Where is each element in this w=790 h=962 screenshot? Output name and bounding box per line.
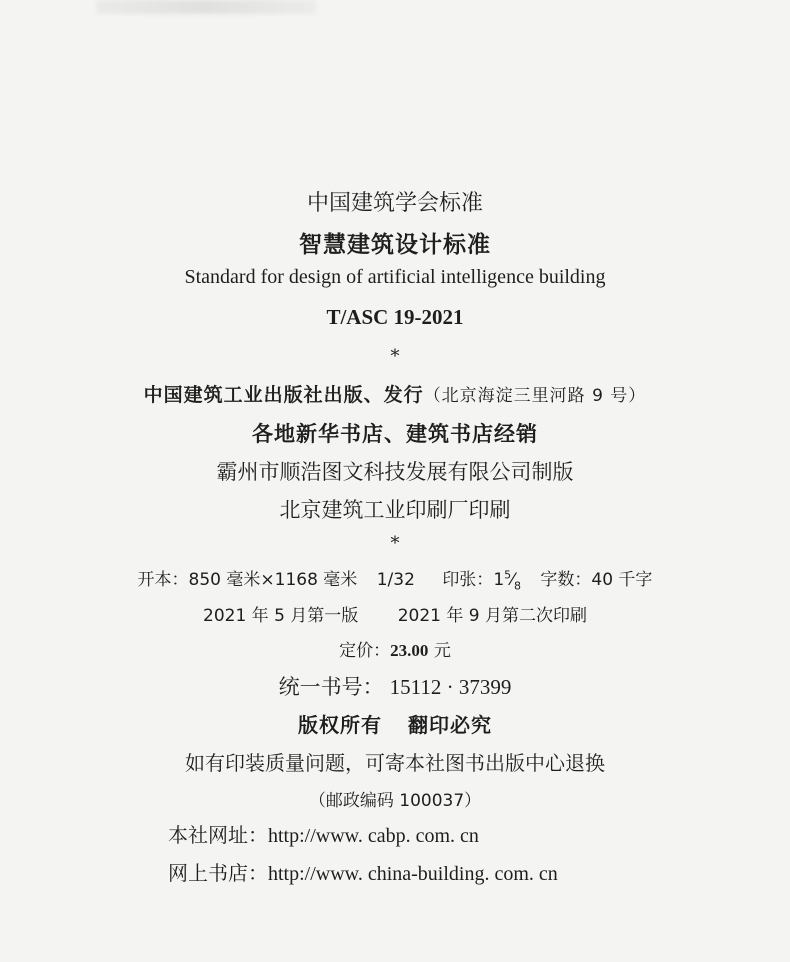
- separator-star: *: [390, 346, 400, 367]
- printer: 北京建筑工业印刷厂印刷: [279, 498, 511, 522]
- no-reprint: 翻印必究: [407, 713, 492, 737]
- words-label: 字数：: [540, 570, 592, 590]
- return-notice: 如有印装质量问题，可寄本社图书出版中心退换: [185, 751, 605, 775]
- title-chinese: 智慧建筑设计标准: [299, 232, 491, 258]
- online-shop-url[interactable]: http://www. china-building. com. cn: [268, 863, 558, 885]
- format-size-label: 开本：: [137, 570, 189, 590]
- standard-code: T/ASC 19-2021: [326, 305, 464, 329]
- postcode: （邮政编码 100037）: [308, 791, 482, 811]
- sheets-numerator: 5: [504, 568, 512, 582]
- format-line: [0, 565, 790, 592]
- scan-smudge: [96, 0, 316, 14]
- title-english: Standard for design of artificial intelligence building: [184, 266, 606, 288]
- publisher: 中国建筑工业出版社出版、发行: [143, 384, 424, 406]
- isbn-line: [0, 671, 790, 701]
- rights-reserved: 版权所有: [298, 713, 383, 737]
- online-shop-row: [168, 857, 558, 886]
- edition: 2021 年 5 月第一版: [203, 606, 359, 626]
- price-unit: 元: [433, 641, 451, 661]
- publisher-line: [0, 380, 790, 407]
- sheets-label: 印张：: [442, 570, 494, 590]
- price-line: [0, 636, 790, 661]
- printing: 2021 年 9 月第二次印刷: [397, 606, 587, 626]
- rights-line: [0, 709, 790, 738]
- online-shop-label: 网上书店：: [168, 861, 268, 885]
- publisher-address: （北京海淀三里河路 9 号）: [423, 386, 647, 406]
- isbn-label: 统一书号：: [278, 675, 384, 699]
- sheets-whole: 1: [493, 570, 505, 590]
- website-label: 本社网址：: [168, 823, 268, 847]
- website-row: [168, 819, 479, 848]
- separator-star-2: *: [390, 533, 400, 554]
- format-size-value: 850 毫米×1168 毫米: [188, 570, 358, 590]
- website-url[interactable]: http://www. cabp. com. cn: [268, 825, 479, 847]
- plate-maker: 霸州市顺浩图文科技发展有限公司制版: [216, 460, 574, 484]
- price-label: 定价：: [339, 641, 391, 661]
- format-folio: 1/32: [376, 570, 415, 590]
- standard-series: 中国建筑学会标准: [306, 191, 483, 216]
- sheets-value: $1^5⁄_8$: [493, 568, 521, 593]
- price-value: 23.00: [390, 641, 429, 660]
- isbn-value: 15112 · 37399: [389, 675, 512, 699]
- words-value: 40 千字: [591, 570, 653, 590]
- sheets-denominator: 8: [513, 579, 521, 593]
- distribution: 各地新华书店、建筑书店经销: [252, 422, 538, 446]
- edition-line: [0, 601, 790, 626]
